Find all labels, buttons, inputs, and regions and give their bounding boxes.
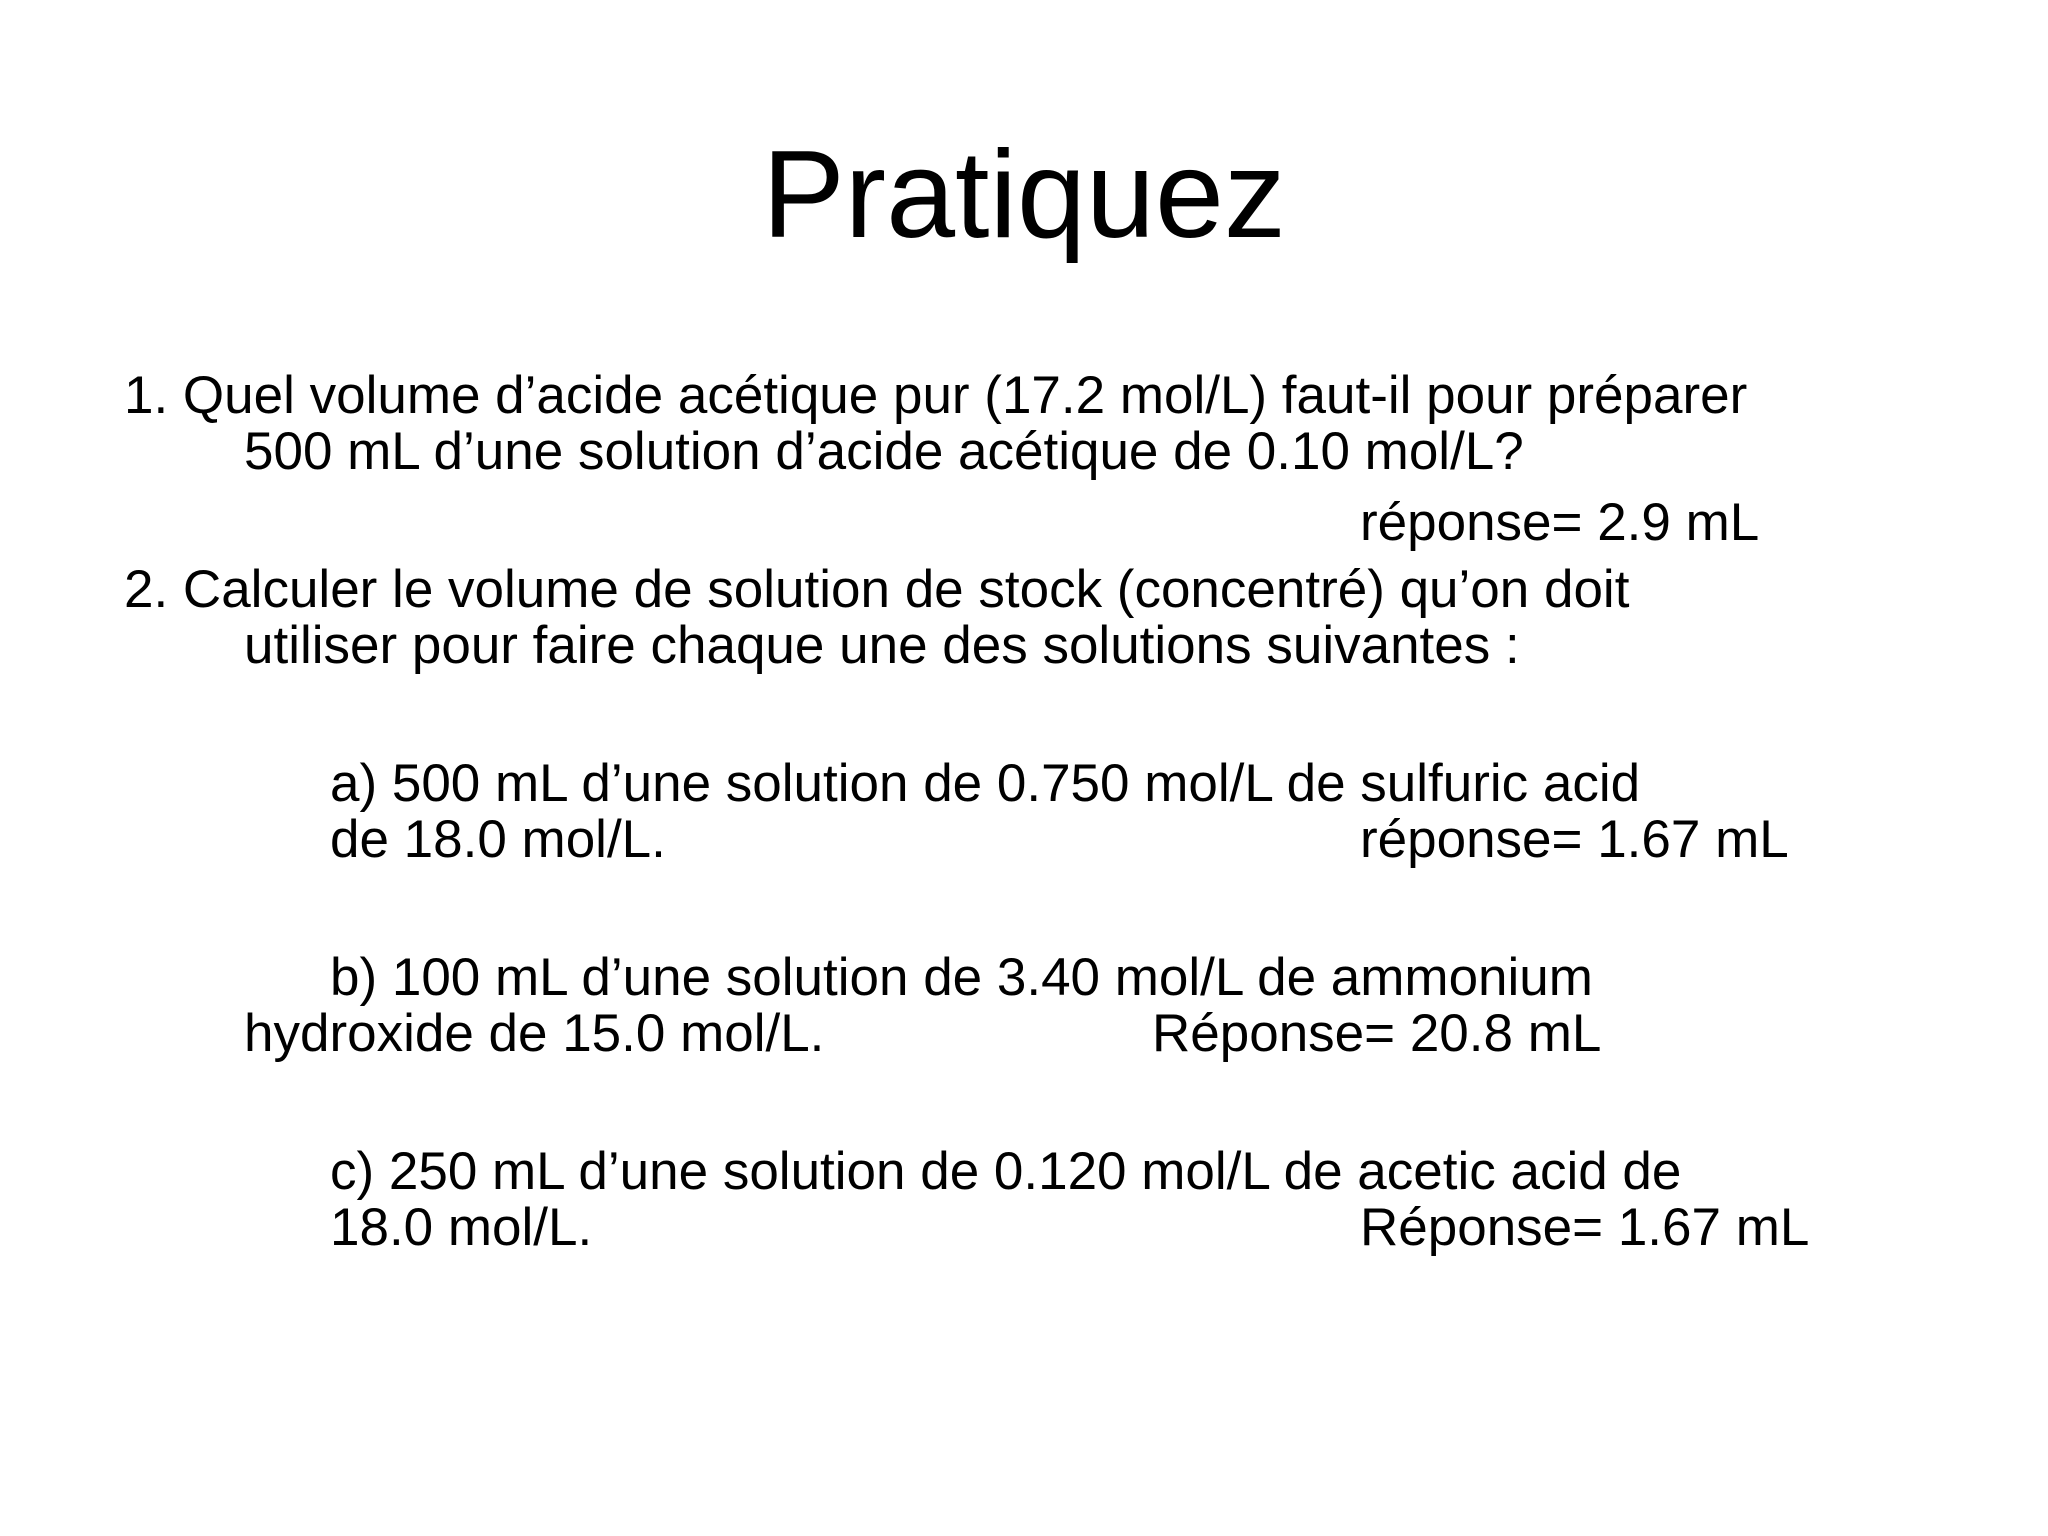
part-b-line-2: hydroxide de 15.0 mol/L. — [244, 1004, 825, 1063]
part-c-answer: Réponse= 1.67 mL — [1360, 1198, 1810, 1257]
question-1-answer: réponse= 2.9 mL — [1360, 493, 1760, 552]
part-a-line-2: de 18.0 mol/L. — [330, 810, 666, 869]
part-b-line-1: b) 100 mL d’une solution de 3.40 mol/L de ammonium — [330, 948, 1593, 1007]
slide-title: Pratiquez — [762, 126, 1286, 264]
question-1-line-2: 500 mL d’une solution d’acide acétique de 0.10 mol/L? — [244, 422, 1524, 481]
part-b-answer: Réponse= 20.8 mL — [1152, 1004, 1602, 1063]
question-1-line-1: 1. Quel volume d’acide acétique pur (17.2 mol/L) faut-il pour préparer — [124, 366, 1748, 425]
part-c-line-2: 18.0 mol/L. — [330, 1198, 593, 1257]
part-a-line-1: a) 500 mL d’une solution de 0.750 mol/L de sulfuric acid — [330, 754, 1641, 813]
question-2-line-2: utiliser pour faire chaque une des solutions suivantes : — [244, 616, 1520, 675]
question-2-line-1: 2. Calculer le volume de solution de stock (concentré) qu’on doit — [124, 560, 1630, 619]
part-c-line-1: c) 250 mL d’une solution de 0.120 mol/L de acetic acid de — [330, 1142, 1682, 1201]
part-a-answer: réponse= 1.67 mL — [1360, 810, 1789, 869]
